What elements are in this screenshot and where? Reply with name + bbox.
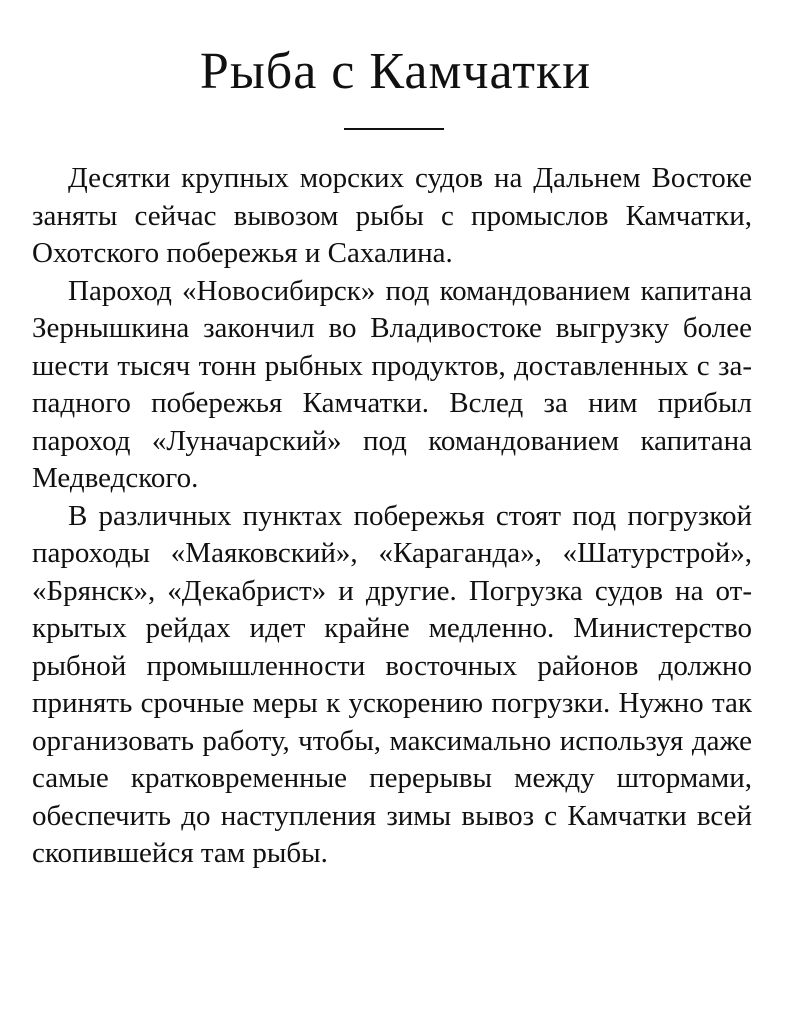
article-body — [32, 160, 752, 873]
paragraph-3: В различных пунктах побережья стоят под погрузкой пароходы «Маяковский», «Караганда», «Шатурстрой», «Брянск», «Декабрист» и другие. Погрузка судов на открытых рейдах идет крайне медленно. Министерство рыбной промышленности восточных районов должно принять срочные меры к ускорению погрузки. Нужно так организовать работу, чтобы, максимально используя даже самые кратковременные перерывы между штормами, обеспечить до наступления зимы вывоз с Камчатки всей скопившейся там рыбы. — [32, 499, 752, 869]
paragraph-2: Пароход «Новосибирск» под командованием капитана Зернышкина закончил во Владивостоке выгрузку более шести тысяч тонн рыбных продуктов, доставленных с западного побережья Камчатки. Вслед за ним прибыл пароход «Луначарский» под командованием капитана Медведского. — [32, 274, 752, 494]
article-title: Рыба с Камчатки — [199, 43, 592, 100]
title-divider — [344, 128, 444, 130]
paragraph-1: Десятки крупных морских судов на Дальнем Востоке заняты сейчас вывозом рыбы с промыслов Камчатки, Охотского побережья и Сахалина. — [32, 162, 752, 269]
